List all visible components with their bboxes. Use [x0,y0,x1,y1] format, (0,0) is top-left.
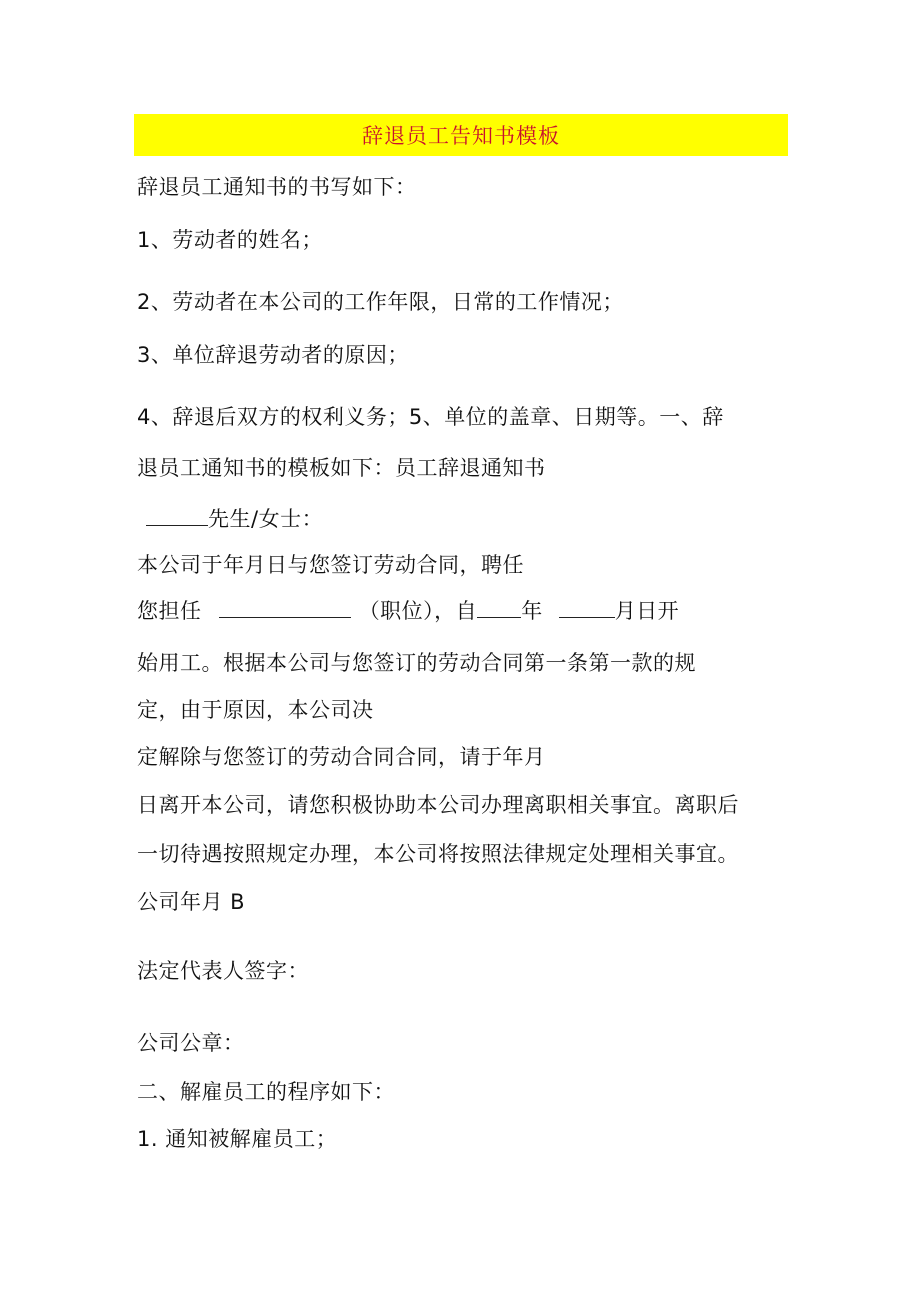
letter-line-6: 日离开本公司，请您积极协助本公司办理离职相关事宜。离职后 [137,793,739,817]
letter-line-2 [137,597,679,625]
item-1-line: 1、劳动者的姓名； [137,228,323,252]
letter-line-3: 始用工。根据本公司与您签订的劳动合同第一条第一款的规 [137,651,696,675]
salutation-text: 先生/女士： [208,507,324,531]
year-blank [477,599,521,618]
year-label: 年 [521,599,543,623]
procedure-step-1: 1. 通知被解雇员工； [137,1127,338,1151]
company-date-line: 公司年月 B [137,890,246,914]
title-highlight [134,114,788,156]
document-title: 辞退员工告知书模板 [362,124,560,148]
letter-line-1: 本公司于年月日与您签订劳动合同，聘任 [137,553,524,577]
letter-line-4: 定，由于原因，本公司决 [137,698,374,722]
name-blank [146,507,208,526]
item-4-5-line: 4、辞退后双方的权利义务；5、单位的盖章、日期等。一、辞 [137,405,724,429]
template-intro-line: 退员工通知书的模板如下：员工辞退通知书 [137,456,546,480]
letter-line-5: 定解除与您签订的劳动合同合同，请于年月 [137,745,546,769]
position-blank [219,599,351,618]
position-prefix: 您担任 [137,599,202,623]
company-seal-line: 公司公章： [137,1031,245,1055]
item-3-line: 3、单位辞退劳动者的原因； [137,343,409,367]
start-date-suffix: 月日开 [614,599,680,623]
position-suffix: （职位），自 [358,599,478,623]
month-blank [559,599,615,618]
salutation-line [146,505,323,533]
legal-rep-signature-line: 法定代表人签字： [137,959,309,983]
item-2-line: 2、劳动者在本公司的工作年限，日常的工作情况； [137,290,624,314]
section-2-heading: 二、解雇员工的程序如下： [137,1080,395,1104]
intro-line: 辞退员工通知书的书写如下： [137,175,417,199]
letter-line-7: 一切待遇按照规定办理，本公司将按照法律规定处理相关事宜。 [137,842,739,866]
